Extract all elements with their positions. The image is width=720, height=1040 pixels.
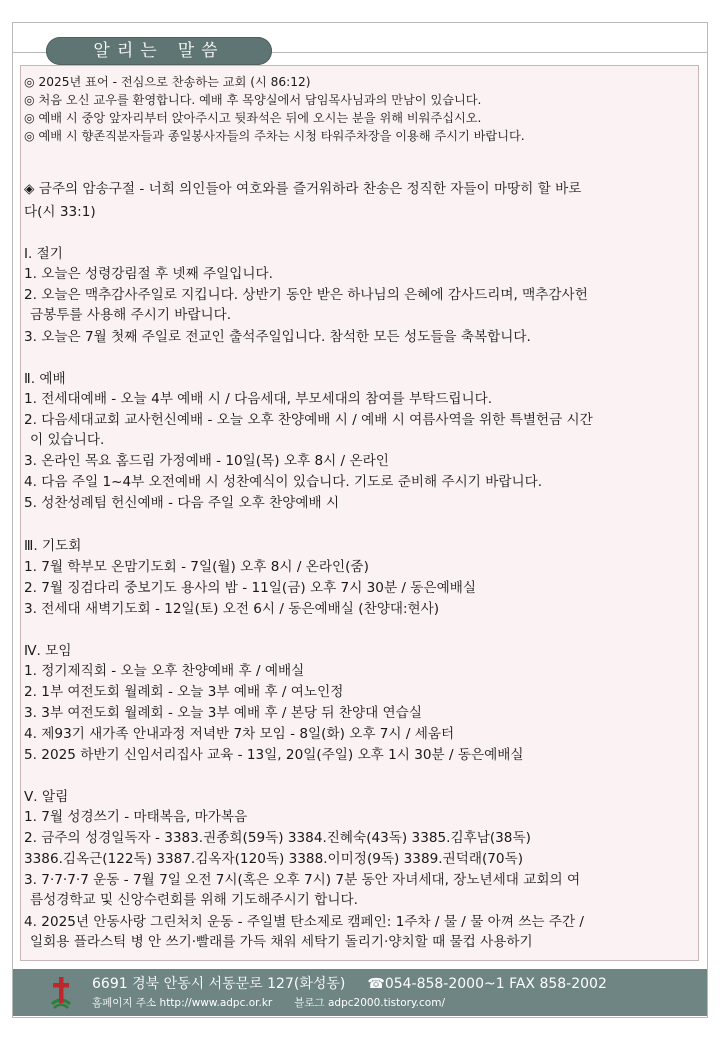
list-item: 5. 2025 하반기 신임서리집사 교육 - 13일, 20일(주일) 오후 1시 30분 / 동은예배실 [24, 747, 524, 763]
section-heading: Ⅲ. 기도회 [24, 538, 82, 554]
notice-panel [20, 65, 699, 961]
notice-line: ◎ 처음 오신 교우를 환영합니다. 예배 후 목양실에서 담임목사님과의 만남이 있습니다. [24, 93, 482, 107]
list-item: 2. 1부 여전도회 월례회 - 오늘 3부 예배 후 / 여노인정 [24, 684, 344, 700]
footer-web-line [92, 996, 445, 1010]
section-heading: Ⅳ. 모임 [24, 643, 72, 659]
section-heading: Ⅰ. 절기 [24, 246, 63, 262]
list-item: 일회용 플라스틱 병 안 쓰기·빨래를 가득 채워 세탁기 돌리기·양치할 때 물컵 사용하기 [30, 934, 533, 950]
list-item: 4. 다음 주일 1~4부 오전예배 시 성찬예식이 있습니다. 기도로 준비해 주시기 바랍니다. [24, 474, 543, 490]
list-item: 1. 오늘은 성령강림절 후 넷째 주일입니다. [24, 266, 273, 282]
list-item: 3. 온라인 목요 홈드림 가정예배 - 10일(목) 오후 8시 / 온라인 [24, 453, 389, 469]
list-item: 2. 금주의 성경일독자 - 3383.권종희(59독) 3384.진혜숙(43독) 3385.김후남(38독) [24, 830, 531, 846]
section-title-tab [46, 37, 272, 65]
footer-homepage-link[interactable]: 홈페이지 주소 http://www.adpc.or.kr [92, 997, 273, 1009]
list-item: 3. 3부 여전도회 월례회 - 오늘 3부 예배 후 / 본당 뒤 찬양대 연습실 [24, 705, 422, 721]
list-item: 5. 성찬성례팀 헌신예배 - 다음 주일 오후 찬양예배 시 [24, 495, 340, 511]
section-heading: Ⅴ. 알림 [24, 789, 69, 805]
list-item: 1. 전세대예배 - 오늘 4부 예배 시 / 다음세대, 부모세대의 참여를 부탁드립니다. [24, 391, 493, 407]
section-heading: Ⅱ. 예배 [24, 371, 66, 387]
list-item: 금봉투를 사용해 주시기 바랍니다. [30, 307, 232, 323]
list-item: 3386.김옥근(122독) 3387.김옥자(120독) 3388.이미정(9독) 3389.권덕래(70독) [24, 851, 523, 867]
title-word-2: 말씀 [177, 41, 225, 61]
list-item: 름성경학교 및 신앙수련회를 위해 기도해주시기 합니다. [30, 892, 358, 908]
list-item: 4. 제93기 새가족 안내과정 저녁반 7차 모임 - 8일(화) 오후 7시 / 세움터 [24, 726, 455, 742]
memory-verse-line: 다(시 33:1) [24, 204, 96, 220]
list-item: 2. 오늘은 맥추감사주일로 지킵니다. 상반기 동안 받은 하나님의 은혜에 감사드리며, 맥추감사헌 [24, 287, 588, 303]
list-item: 이 있습니다. [30, 432, 105, 448]
footer-phone: ☎054-858-2000~1 FAX 858-2002 [367, 976, 607, 992]
list-item: 2. 다음세대교회 교사헌신예배 - 오늘 오후 찬양예배 시 / 예배 시 여름사역을 위한 특별헌금 시간 [24, 412, 593, 428]
title-word-1: 알리는 [93, 41, 164, 61]
list-item: 1. 7월 성경쓰기 - 마태복음, 마가복음 [24, 809, 248, 825]
notice-line: ◎ 2025년 표어 - 전심으로 찬송하는 교회 (시 86:12) [24, 75, 311, 89]
list-item: 4. 2025년 안동사랑 그린처치 운동 - 주일별 탄소제로 캠페인: 1주차 / 물 / 물 아껴 쓰는 주간 / [24, 914, 584, 930]
list-item: 3. 7·7·7·7 운동 - 7월 7일 오전 7시(혹은 오후 7시) 7분 동안 자녀세대, 장노년세대 교회의 여 [24, 872, 581, 888]
notice-line: ◎ 예배 시 향존직분자들과 종일봉사자들의 주차는 시청 타워주차장을 이용해 주시기 바랍니다. [24, 129, 525, 143]
church-cross-icon [48, 974, 74, 1010]
list-item: 2. 7월 징검다리 중보기도 용사의 밤 - 11일(금) 오후 7시 30분 / 동은예배실 [24, 580, 476, 596]
footer-contact-line [92, 975, 607, 993]
list-item: 3. 전세대 새벽기도회 - 12일(토) 오전 6시 / 동은예배실 (찬양대:현사) [24, 601, 440, 617]
list-item: 3. 오늘은 7월 첫째 주일로 전교인 출석주일입니다. 참석한 모든 성도들을 축복합니다. [24, 329, 531, 345]
list-item: 1. 정기제직회 - 오늘 오후 찬양예배 후 / 예배실 [24, 663, 305, 679]
memory-verse-line: ◈ 금주의 암송구절 - 너희 의인들아 여호와를 즐거워하라 찬송은 정직한 자들이 마땅히 할 바로 [24, 181, 582, 197]
footer-address: 6691 경북 안동시 서동문로 127(화성동) [92, 976, 346, 992]
notice-line: ◎ 예배 시 중앙 앞자리부터 앉아주시고 뒷좌석은 뒤에 오시는 분을 위해 비워주십시오. [24, 111, 482, 125]
list-item: 1. 7월 학부모 온맘기도회 - 7일(월) 오후 8시 / 온라인(줌) [24, 559, 369, 575]
footer-blog-link[interactable]: 블로그 adpc2000.tistory.com/ [294, 997, 445, 1009]
